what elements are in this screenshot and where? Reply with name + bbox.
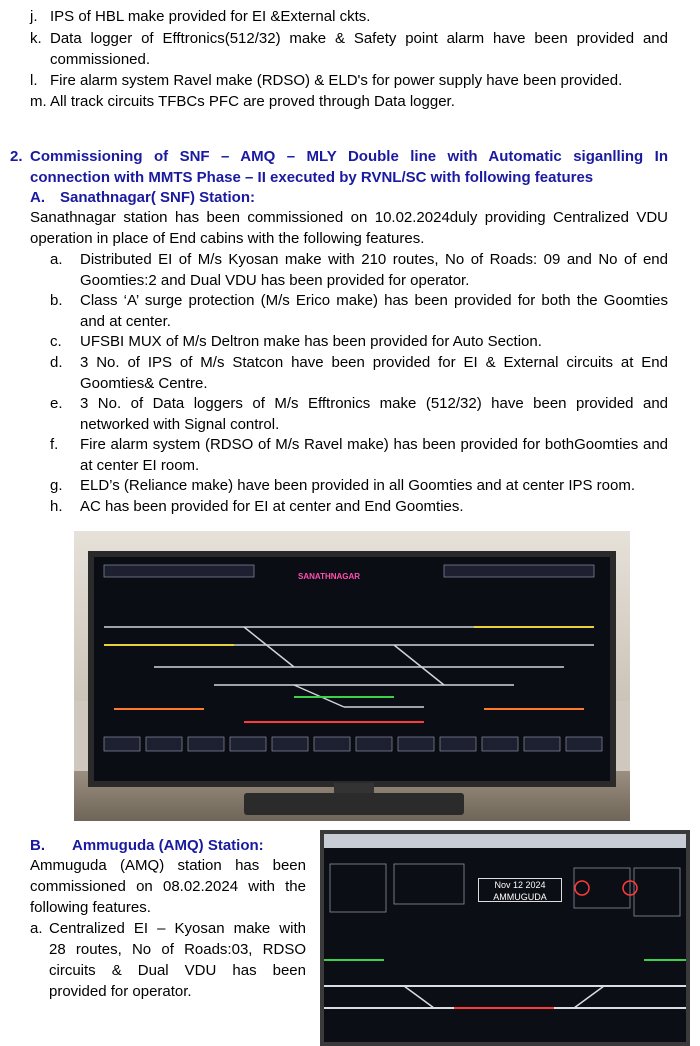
snf-item-a: Distributed EI of M/s Kyosan make with 210 routes, No of Roads: 09 and No of end Goomties:2 and Dual VDU has been provided for operator. — [80, 251, 668, 289]
amq-item-a-line2: 28 routes, No of Roads:03, RDSO — [49, 941, 306, 958]
section-number: 2. — [10, 148, 23, 165]
ammuguda-vdu-photo — [320, 830, 690, 1046]
amq-item-a-line3: circuits & Dual VDU has been — [49, 962, 306, 979]
list-marker-l: l. — [30, 72, 38, 89]
snf-marker-g: g. — [50, 477, 63, 494]
list-item-k-line1: Data logger of Efftronics(512/32) make & Safety point alarm have been provided and — [50, 30, 668, 47]
snf-intro: Sanathnagar station has been commissioned on 10.02.2024duly providing Centralized VDU operation in place of End cabins with the following features. — [30, 209, 668, 247]
section-heading-line1: Commissioning of SNF – AMQ – MLY Double line with Automatic siganlling In — [30, 148, 668, 165]
amq-screen-date: Nov 12 2024 — [494, 880, 546, 890]
amq-intro-line1: Ammuguda (AMQ) station has been — [30, 857, 306, 874]
list-item-m: All track circuits TFBCs PFC are proved through Data logger. — [50, 93, 455, 110]
snf-marker-f: f. — [50, 436, 59, 453]
amq-item-a-line4: provided for operator. — [49, 983, 192, 1000]
amq-screen-title — [478, 878, 562, 902]
list-marker-m: m. — [30, 93, 47, 110]
amq-item-a-line1: Centralized EI – Kyosan make with — [49, 920, 306, 937]
subsection-a-title: Sanathnagar( SNF) Station: — [60, 189, 256, 206]
sanathnagar-screen-label: SANATHNAGAR — [298, 572, 361, 581]
amq-screen-label: AMMUGUDA — [493, 892, 547, 902]
subsection-a-letter: A. — [30, 189, 45, 206]
snf-item-c: UFSBI MUX of M/s Deltron make has been provided for Auto Section. — [80, 333, 542, 350]
amq-marker-a: a. — [30, 920, 43, 937]
vdu-screen — [88, 551, 616, 787]
snf-marker-e: e. — [50, 395, 63, 412]
snf-item-e: 3 No. of Data loggers of M/s Efftronics make (512/32) have been provided and networked with Signal control. — [80, 395, 668, 433]
list-item-j: IPS of HBL make provided for EI &External ckts. — [50, 8, 371, 25]
snf-marker-a: a. — [50, 251, 63, 268]
snf-item-f: Fire alarm system (RDSO of M/s Ravel make) has been provided for bothGoomties and at center EI room. — [80, 436, 668, 474]
snf-marker-h: h. — [50, 498, 63, 515]
amq-intro-line3: following features. — [30, 899, 151, 916]
subsection-b-letter: B. — [30, 837, 45, 854]
subsection-b-title: Ammuguda (AMQ) Station: — [72, 837, 264, 854]
snf-item-g: ELD’s (Reliance make) have been provided in all Goomties and at center IPS room. — [80, 477, 636, 494]
list-item-k-line2: commissioned. — [50, 51, 151, 68]
list-item-l: Fire alarm system Ravel make (RDSO) & ELD's for power supply have been provided. — [50, 72, 623, 89]
snf-marker-c: c. — [50, 333, 62, 350]
section-heading-line2: connection with MMTS Phase – II executed by RVNL/SC with following features — [30, 169, 594, 186]
list-marker-j: j. — [30, 8, 38, 25]
snf-item-h: AC has been provided for EI at center and End Goomties. — [80, 498, 464, 515]
track-diagram — [94, 557, 610, 781]
snf-marker-d: d. — [50, 354, 63, 371]
list-marker-k: k. — [30, 30, 42, 47]
snf-marker-b: b. — [50, 292, 63, 309]
keyboard — [244, 793, 464, 815]
snf-item-d: 3 No. of IPS of M/s Statcon have been provided for EI & External circuits at End Goomties& Centre. — [80, 354, 668, 392]
amq-intro-line2: commissioned on 08.02.2024 with the — [30, 878, 306, 895]
snf-item-b: Class ‘A’ surge protection (M/s Erico make) has been provided for both the Goomties and at center. — [80, 292, 668, 330]
